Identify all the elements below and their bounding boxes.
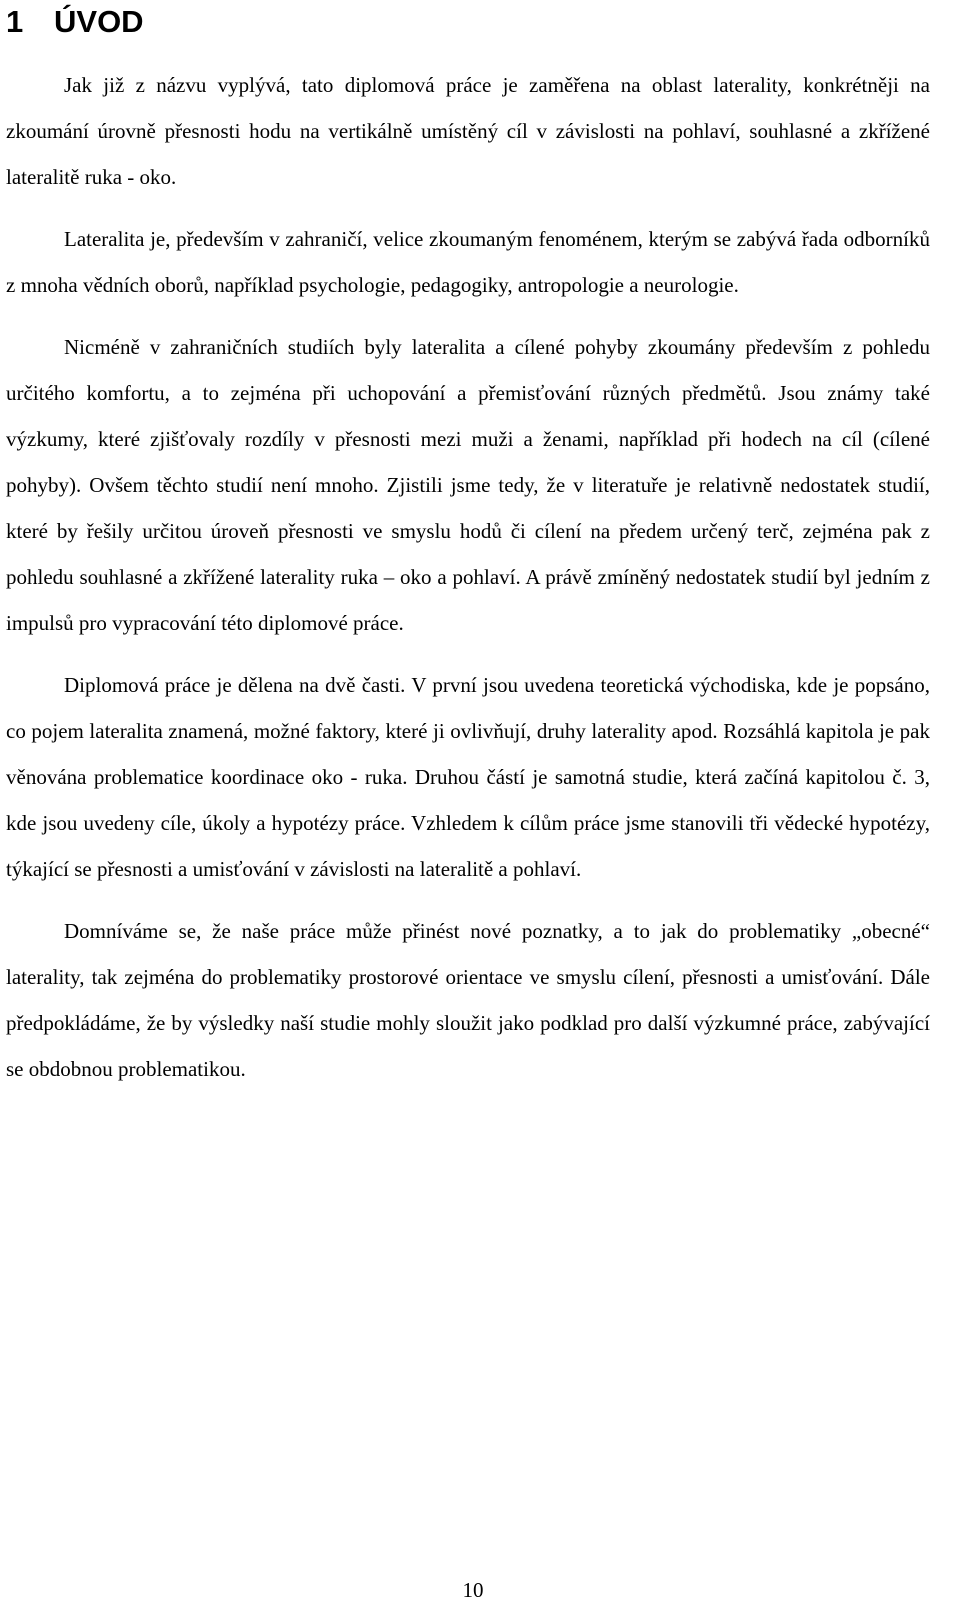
chapter-number: 1 bbox=[6, 4, 24, 39]
chapter-heading bbox=[6, 2, 144, 42]
paragraph-4: Diplomová práce je dělena na dvě časti. V první jsou uvedena teoretická východiska, kde je popsáno, co pojem lateralita znamená, možné faktory, které ji ovlivňují, druhy laterality apod. Rozsáhlá kapitola je pak věnována problematice koordinace oko - ruka. Druhou částí je samotná studie, která začíná kapitolou č. 3, kde jsou uvedeny cíle, úkoly a hypotézy práce. Vzhledem k cílům práce jsme stanovili tři vědecké hypotézy, týkající se přesnosti a umisťování v závislosti na lateralitě a pohlaví. bbox=[6, 673, 930, 881]
paragraph-1: Jak již z názvu vyplývá, tato diplomová práce je zaměřena na oblast laterality, konkrétněji na zkoumání úrovně přesnosti hodu na vertikálně umístěný cíl v závislosti na pohlaví, souhlasné a zkřížené lateralitě ruka - oko. bbox=[6, 73, 930, 189]
paragraph-5: Domníváme se, že naše práce může přinést nové poznatky, a to jak do problematiky „obecné“ laterality, tak zejména do problematiky prostorové orientace ve smyslu cílení, přesnosti a umisťování. Dále předpokládáme, že by výsledky naší studie mohly sloužit jako podklad pro další výzkumné práce, zabývající se obdobnou problematikou. bbox=[6, 919, 930, 1081]
paragraph-2: Lateralita je, především v zahraničí, velice zkoumaným fenoménem, kterým se zabývá řada odborníků z mnoha vědních oborů, například psychologie, pedagogiky, antropologie a neurologie. bbox=[6, 227, 930, 297]
page-number: 10 bbox=[462, 1578, 484, 1602]
chapter-title: ÚVOD bbox=[54, 4, 144, 39]
paragraph-3: Nicméně v zahraničních studiích byly lateralita a cílené pohyby zkoumány především z pohledu určitého komfortu, a to zejména při uchopování a přemisťování různých předmětů. Jsou známy také výzkumy, které zjišťovaly rozdíly v přesnosti mezi muži a ženami, například při hodech na cíl (cílené pohyby). Ovšem těchto studií není mnoho. Zjistili jsme tedy, že v literatuře je relativně nedostatek studií, které by řešily určitou úroveň přesnosti ve smyslu hodů či cílení na předem určený terč, zejména pak z pohledu souhlasné a zkřížené laterality ruka – oko a pohlaví. A právě zmíněný nedostatek studií byl jedním z impulsů pro vypracování této diplomové práce. bbox=[6, 335, 930, 635]
body-text bbox=[6, 62, 930, 1108]
